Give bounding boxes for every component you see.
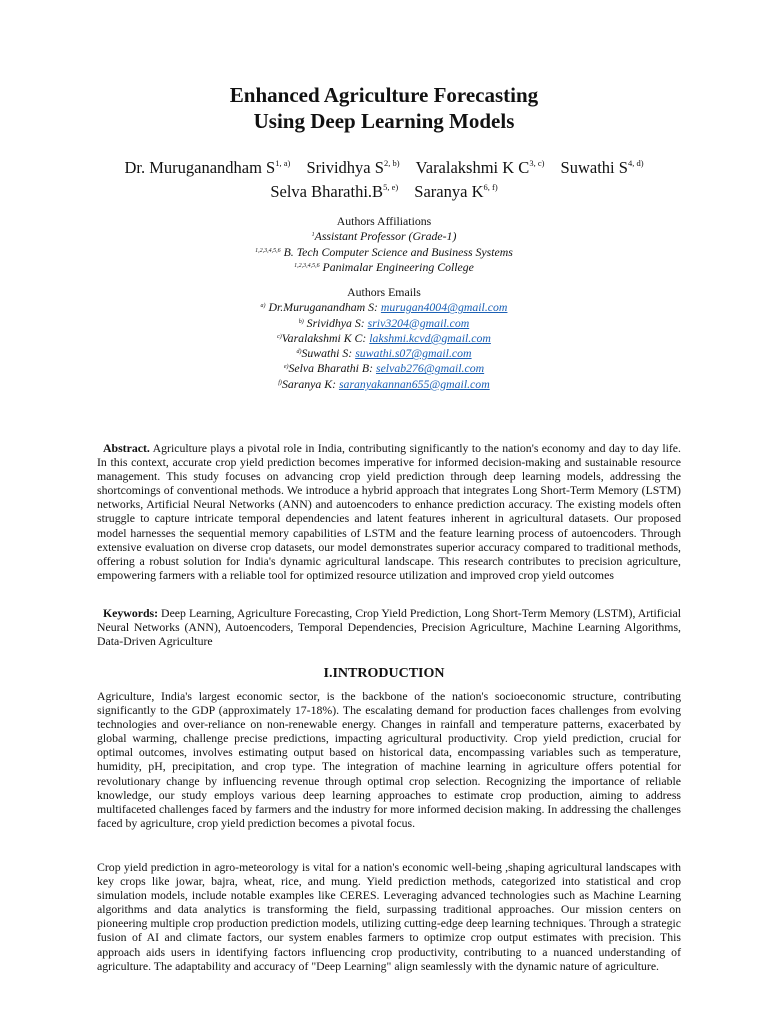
email-link[interactable]: saranyakannan655@gmail.com xyxy=(338,376,490,391)
email-link[interactable]: sriv3204@gmail.com xyxy=(367,315,470,330)
author: Saranya K$^{6, f)}$ xyxy=(414,182,498,201)
author: Suwathi S$^{4, d)}$ xyxy=(560,158,644,177)
email-link[interactable]: selvab276@gmail.com xyxy=(375,361,485,376)
authors-row-2 xyxy=(0,176,768,203)
email-link[interactable]: murugan4004@gmail.com xyxy=(380,300,508,315)
affiliation-line: $^1$Assistant Professor (Grade-1) xyxy=(311,229,457,244)
affiliations-heading: Authors Affiliations xyxy=(336,214,432,228)
email-entry: $^{b)}$ Srividhya S: sriv3204@gmail.com xyxy=(298,315,470,330)
abstract-paragraph xyxy=(97,441,681,582)
email-entry: $^{f)}$Saranya K: saranyakannan655@gmail.com xyxy=(278,376,490,391)
title-line-2: Using Deep Learning Models xyxy=(253,109,515,133)
author: Dr. Muruganandham S$^{1, a)}$ xyxy=(124,158,291,177)
abstract-label: Abstract. xyxy=(103,441,150,455)
author: Srividhya S$^{2, b)}$ xyxy=(306,158,400,177)
section-heading: I.INTRODUCTION xyxy=(323,666,445,681)
email-entry: $^{a)}$ Dr.Muruganandham S: murugan4004@gmail.com xyxy=(260,300,508,315)
author: Varalakshmi K C$^{3, c)}$ xyxy=(415,158,545,177)
intro-paragraph-1: Agriculture, India's largest economic sector, is the backbone of the nation's socioeconomic structure, contributing significantly to the GDP (approximately 17-18%). The escalating demand for production faces challenges from evolving technologies and over-reliance on non-renewable energy. Changes in rainfall and temperature patterns, exacerbated by global warming, challenge precise predictions, impacting agricultural productivity. Crop yield prediction, crucial for optimal outcomes, involves estimating output based on historical data, encompassing variables such as temperature, humidity, pH, precipitation, and crop type. The integration of machine learning in agriculture offers potential for revolutionary change by influencing revenue through optimal crop selection. Recognizing the importance of reliable knowledge, our study employs various deep learning approaches to estimate crop production, aiming to address multifaceted challenges faced by farmers and the industry for more informed decision making. In addressing the challenges faced by agriculture, crop yield prediction becomes a pivotal focus. xyxy=(97,689,681,830)
keywords-label: Keywords: xyxy=(103,606,159,620)
affiliations-block xyxy=(0,214,768,274)
abstract-text: Agriculture plays a pivotal role in India, contributing significantly to the nation's economy and day to day life. In this context, accurate crop yield prediction becomes imperative for informed decision-making and sustainable resource management. This study focuses on advancing crop yield prediction through deep learning models, addressing the shortcomings of conventional methods. We introduce a hybrid approach that integrates Long Short-Term Memory (LSTM) networks, Artificial Neural Networks (ANN) and autoencoders to enhance prediction accuracy. The existing models often struggle to capture intricate temporal dependencies and latent features inherent in agricultural datasets. Our proposed model harnesses the sequential memory capabilities of LSTM and the feature learning process of autoencoders. Through extensive evaluation on diverse crop datasets, our model demonstrates superior accuracy compared to traditional methods, offering a robust solution for India's dynamic agricultural landscape. This research contributes to precision agriculture, empowering farmers with a reliable tool for optimized resource utilization and improved crop yield outcomes xyxy=(97,441,681,582)
intro-paragraph-2: Crop yield prediction in agro-meteorology is vital for a nation's economic well-being ,shaping agricultural landscapes with key crops like jowar, bajra, wheat, rice, and mung. Yield prediction methods, categorized into statistical and crop simulation models, include notable examples like CERES. Leveraging advanced technologies such as Machine Learning algorithms and data analytics is transforming the field, surpassing traditional approaches. Our mission centers on pioneering multiple crop production prediction models, utilizing cutting-edge deep learning techniques. Through a strategic fusion of AI and climate factors, our system enables farmers to optimize crop output estimates with precision. This approach aids users in identifying factors influencing crop productivity, contributing to a nuanced understanding of agriculture. The adaptability and accuracy of "Deep Learning" align seamlessly with the dynamic nature of agriculture. xyxy=(97,860,681,973)
title-line-1: Enhanced Agriculture Forecasting xyxy=(229,83,539,107)
email-link[interactable]: suwathi.s07@gmail.com xyxy=(355,346,472,361)
email-link[interactable]: lakshmi.kcvd@gmail.com xyxy=(369,330,491,345)
keywords-text: Deep Learning, Agriculture Forecasting, Crop Yield Prediction, Long Short-Term Memory (LSTM), Artificial Neural Networks (ANN), Autoencoders, Temporal Dependencies, Precision Agriculture, Machine Learning Algorithms, Data-Driven Agriculture xyxy=(97,606,681,649)
keywords-paragraph xyxy=(97,606,681,648)
authors-row-1 xyxy=(0,152,768,179)
emails-heading: Authors Emails xyxy=(347,285,421,299)
affiliation-line: $^{1,2,3,4,5,6}$ B. Tech Computer Science and Business Systems xyxy=(255,244,513,259)
emails-block xyxy=(0,285,768,391)
email-entry: $^{e)}$Selva Bharathi B: selvab276@gmail.com xyxy=(283,361,485,376)
email-entry: $^{d)}$Suwathi S: suwathi.s07@gmail.com xyxy=(296,346,472,361)
paper-title xyxy=(0,82,768,134)
email-entry: $^{c)}$Varalakshmi K C: lakshmi.kcvd@gmail.com xyxy=(277,330,491,345)
affiliation-line: $^{1,2,3,4,5,6}$ Panimalar Engineering College xyxy=(294,259,474,274)
author: Selva $Bharathi.B^{5, e)}$ xyxy=(270,182,399,201)
